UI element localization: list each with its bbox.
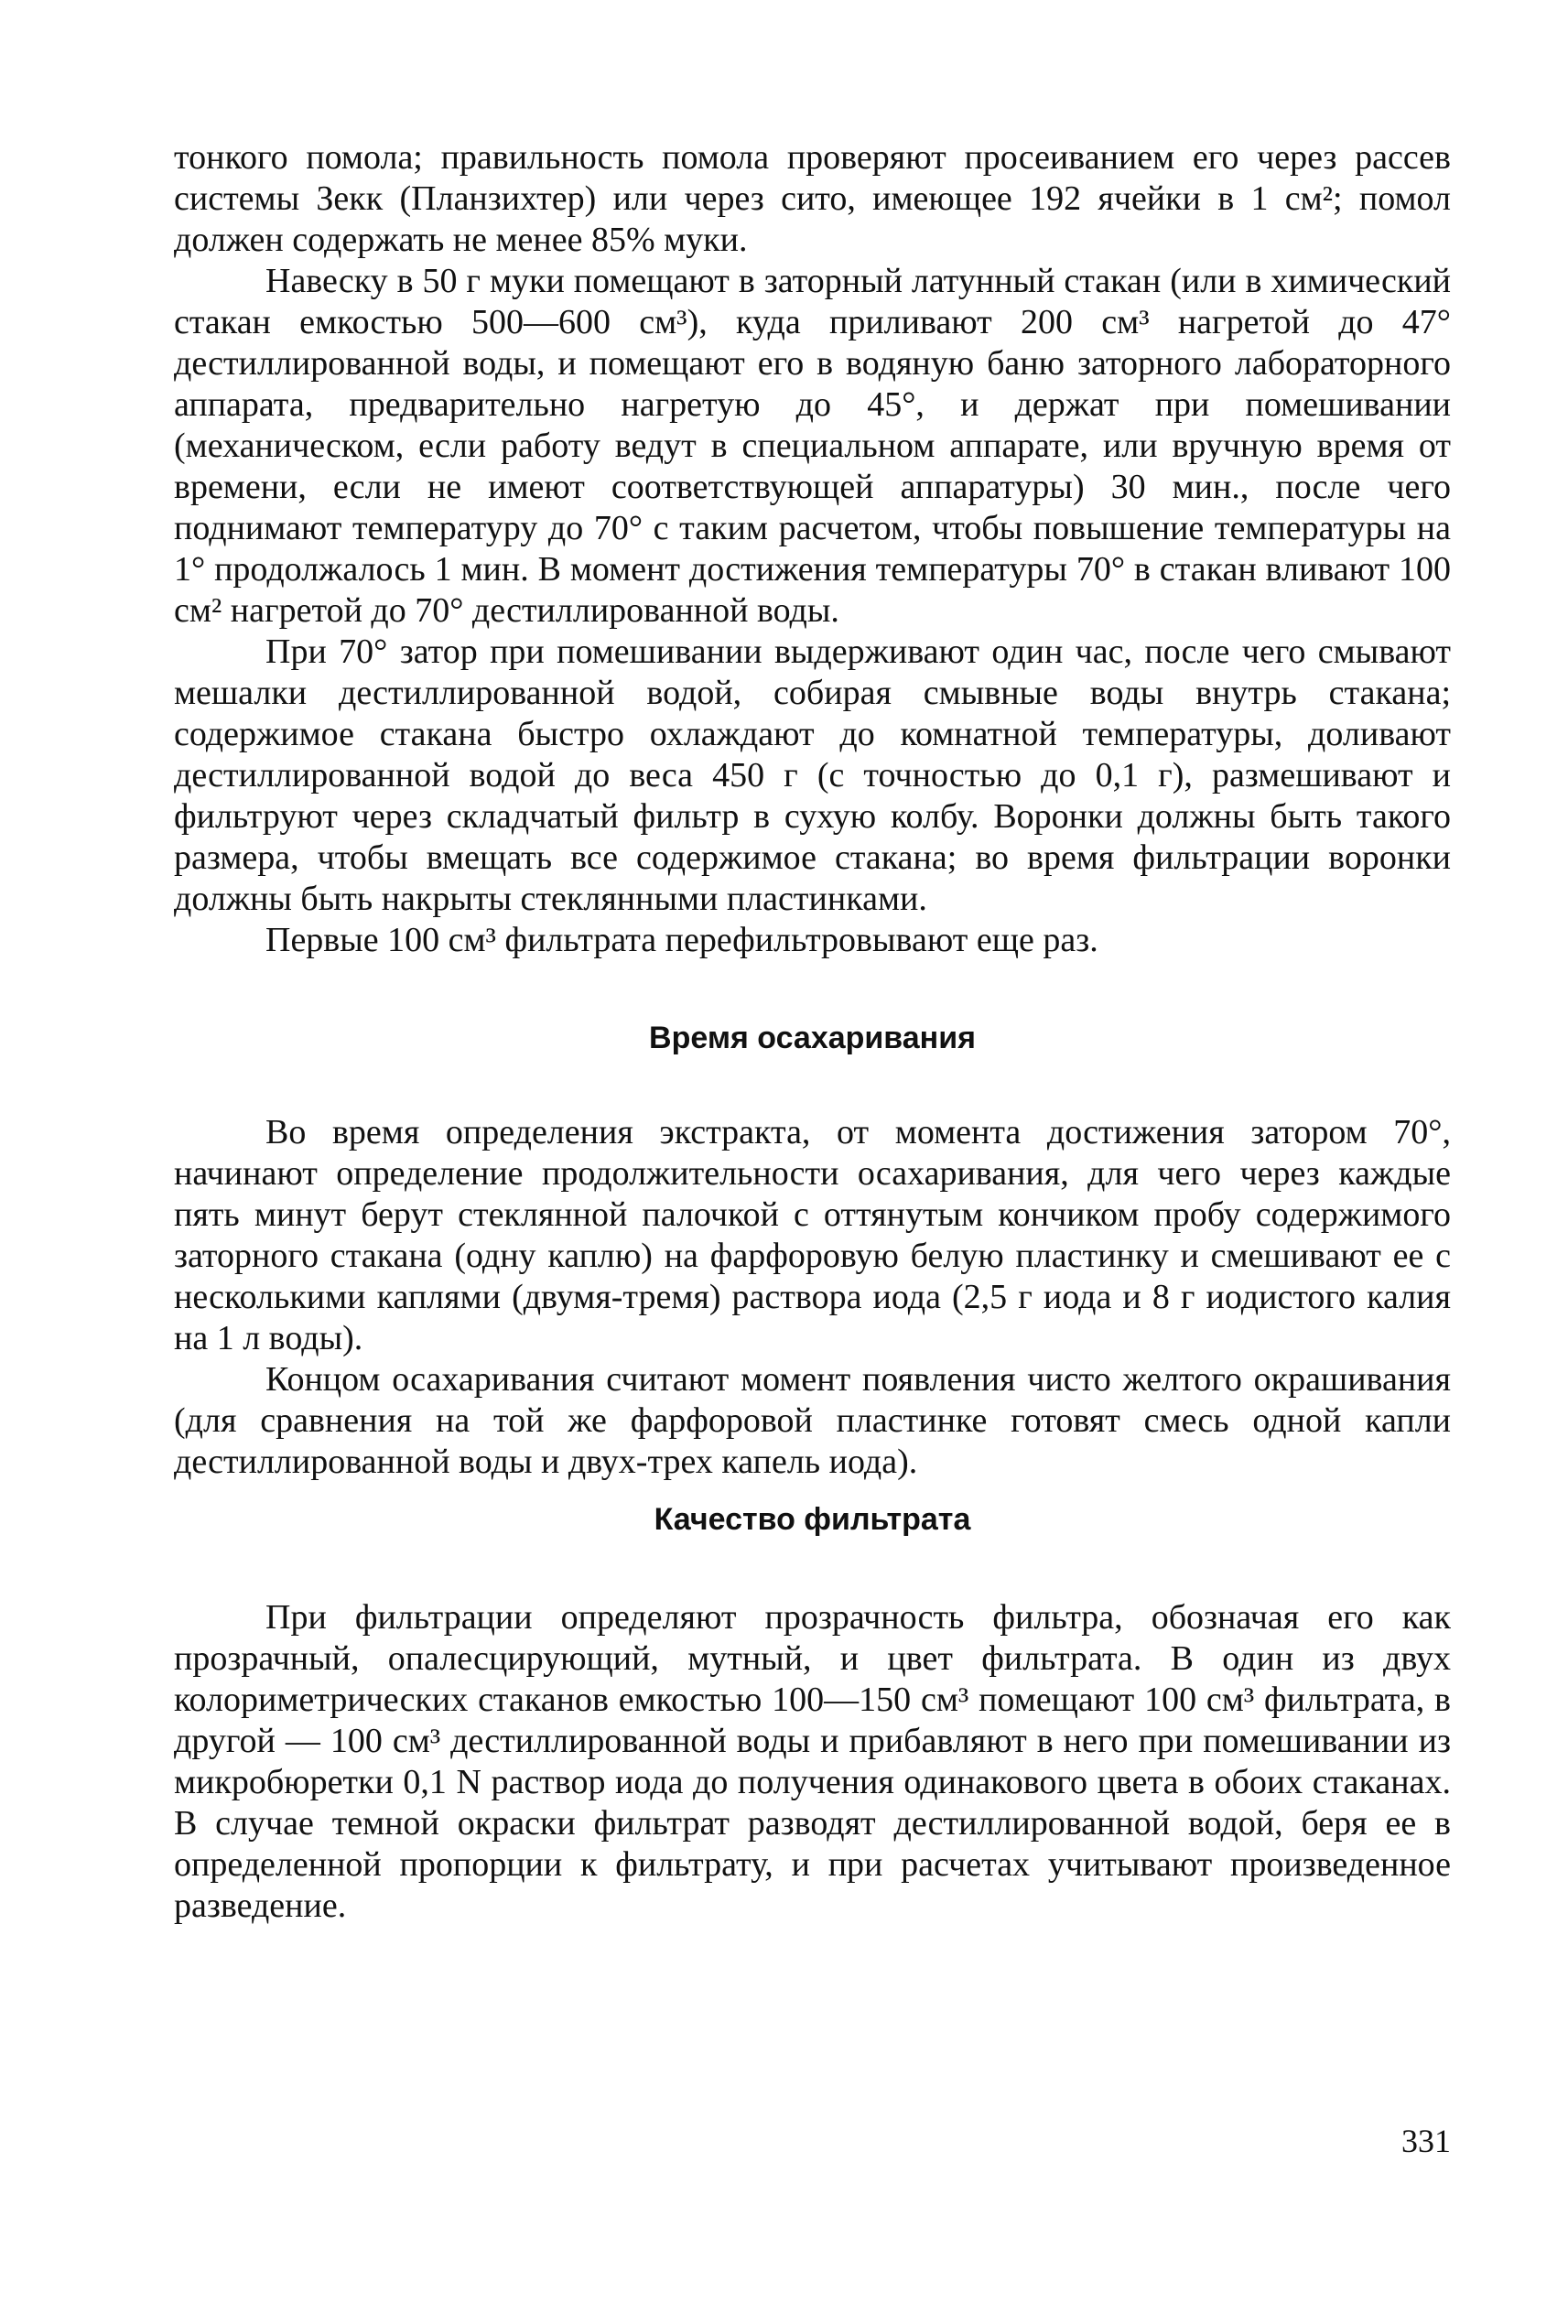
page-body — [174, 137, 1451, 1927]
paragraph-5: Во время определения экстракта, от момента достижения затором 70°, начинают определение продолжительности осахаривания, для чего через каждые пять минут берут стеклянной палочкой с оттянутым кончиком пробу содержимого заторного стакана (одну каплю) на фарфоровую белую пластинку и смешивают ее с несколькими каплями (двумя-тремя) раствора иода (2,5 г иода и 8 г иодистого калия на 1 л воды). — [174, 1113, 1451, 1357]
paragraph-7: При фильтрации определяют прозрачность фильтра, обозначая его как прозрачный, опалесцирующий, мутный, и цвет фильтрата. В один из двух колориметрических стаканов емкостью 100—150 см³ помещают 100 см³ фильтрата, в другой — 100 см³ дестиллированной воды и прибавляют в него при помешивании из микробюретки 0,1 N раствор иода до получения одинакового цвета в обоих стаканах. В случае темной окраски фильтрат разводят дестиллированной водой, беря ее в определенной пропорции к фильтрату, и при расчетах учитывают произведенное разведение. — [174, 1598, 1451, 1925]
page-number: 331 — [1401, 2123, 1451, 2159]
paragraph-4: Первые 100 см³ фильтрата перефильтровывают еще раз. — [265, 921, 1098, 959]
section-heading-saccharification-time: Время осахаривания — [649, 1021, 976, 1055]
paragraph-1: тонкого помола; правильность помола проверяют просеиванием его через рассев системы Зекк (Планзихтер) или через сито, имеющее 192 ячейки в 1 см²; помол должен содержать не менее 85% муки. — [174, 138, 1451, 259]
paragraph-3: При 70° затор при помешивании выдерживают один час, после чего смывают мешалки дестиллированной водой, собирая смывные воды внутрь стакана; содержимое стакана быстро охлаждают до комнатной температуры, доливают дестиллированной водой до веса 450 г (с точностью до 0,1 г), размешивают и фильтруют через складчатый фильтр в сухую колбу. Воронки должны быть такого размера, чтобы вмещать все содержимое стакана; во время фильтрации воронки должны быть накрыты стеклянными пластинками. — [174, 632, 1451, 918]
section-heading-filtrate-quality: Качество фильтрата — [654, 1502, 971, 1537]
paragraph-2: Навеску в 50 г муки помещают в заторный латунный стакан (или в химический стакан емкостью 500—600 см³), куда приливают 200 см³ нагретой до 47° дестиллированной воды, и помещают его в водяную баню заторного лабораторного аппарата, предварительно нагретую до 45°, и держат при помешивании (механическом, если работу ведут в специальном аппарате, или вручную время от времени, если не имеют соответствующей аппаратуры) 30 мин., после чего поднимают температуру до 70° с таким расчетом, чтобы повышение температуры на 1° продолжалось 1 мин. В момент достижения температуры 70° в стакан вливают 100 см² нагретой до 70° дестиллированной воды. — [174, 262, 1451, 630]
paragraph-6: Концом осахаривания считают момент появления чисто желтого окрашивания (для сравнения на той же фарфоровой пластинке готовят смесь одной капли дестиллированной воды и двух-трех капель иода). — [174, 1360, 1451, 1481]
